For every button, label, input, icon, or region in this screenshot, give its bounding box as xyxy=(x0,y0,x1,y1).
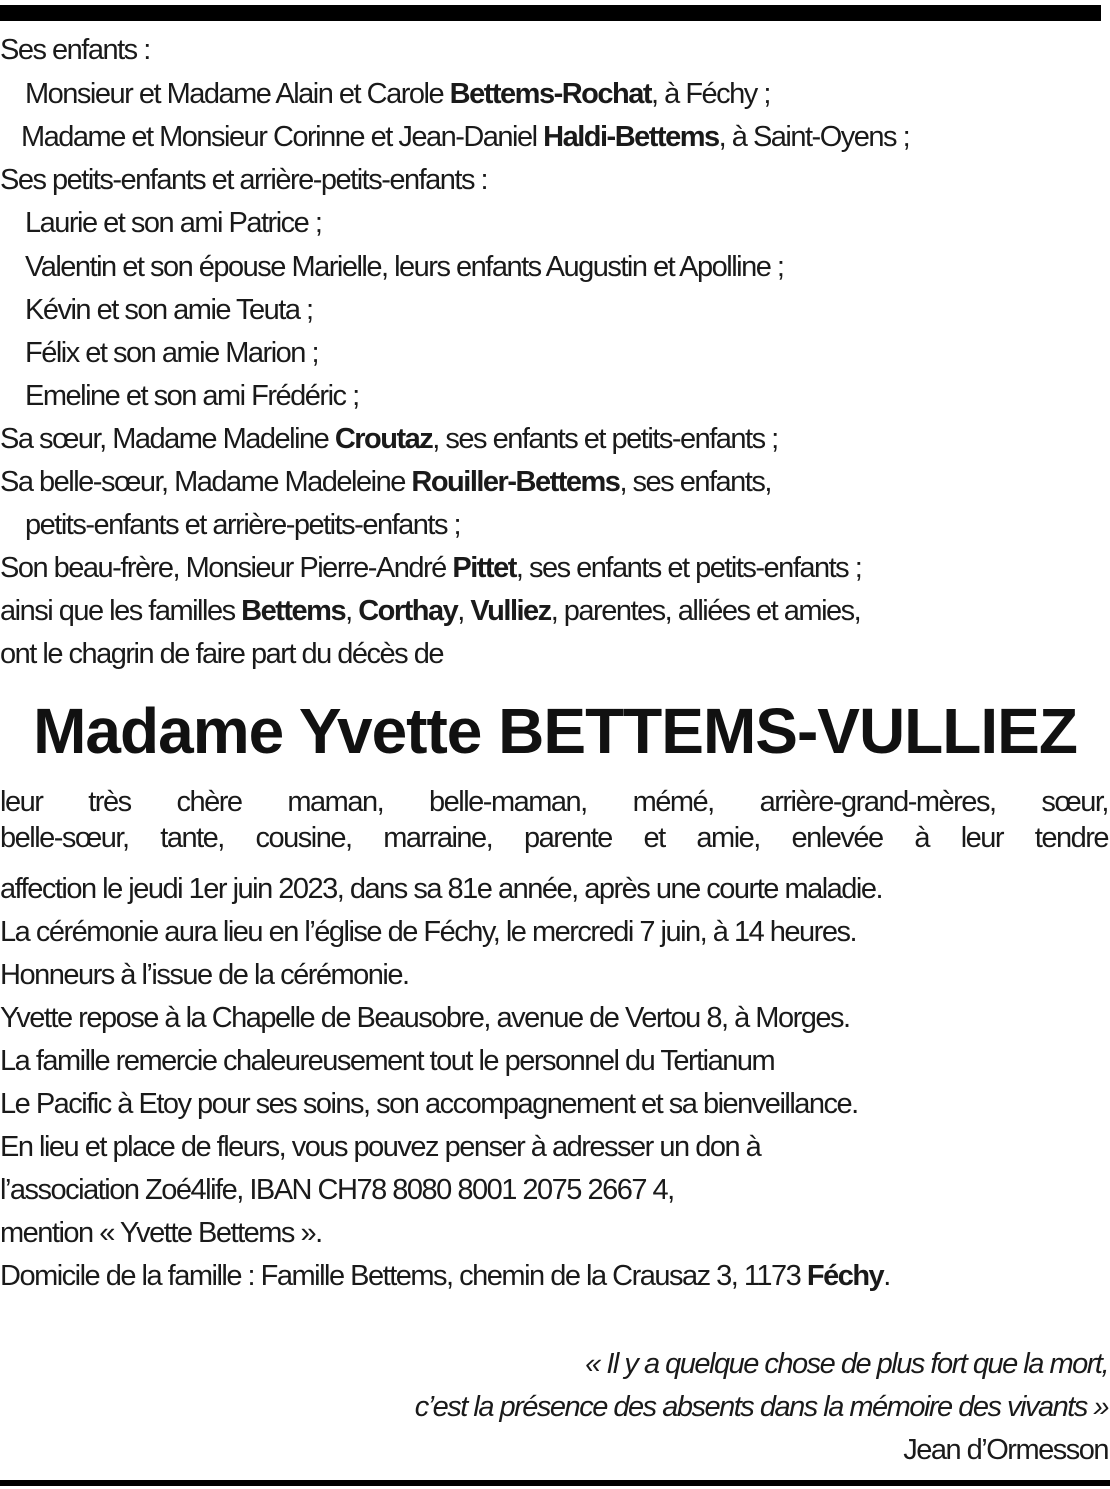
sister-in-law-continuation: petits-enfants et arrière-petits-enfants ; xyxy=(25,509,461,541)
thanks-line-2: Le Pacific à Etoy pour ses soins, son accompagnement et sa bienveillance. xyxy=(0,1088,858,1120)
child-line-1: Monsieur et Madame Alain et Carole Bettems-Rochat, à Féchy ; xyxy=(25,78,770,110)
tribute-line: belle-sœur, tante, cousine, marraine, parente et amie, enlevée à leur tendre xyxy=(0,822,1108,854)
sister-in-law-line: Sa belle-sœur, Madame Madeleine Rouiller-Bettems, ses enfants, xyxy=(0,466,771,498)
tribute-line: leur très chère maman, belle-maman, mémé, arrière-grand-mères, sœur, xyxy=(0,786,1108,818)
grandchildren-label: Ses petits-enfants et arrière-petits-enfants : xyxy=(0,164,488,196)
announcement-line: ont le chagrin de faire part du décès de xyxy=(0,638,443,670)
donation-line-1: En lieu et place de fleurs, vous pouvez penser à adresser un don à xyxy=(0,1131,761,1163)
grandchild-line: Laurie et son ami Patrice ; xyxy=(25,207,322,239)
grandchild-line: Kévin et son amie Teuta ; xyxy=(25,294,313,326)
rests-line: Yvette repose à la Chapelle de Beausobre, avenue de Vertou 8, à Morges. xyxy=(0,1002,850,1034)
sister-line: Sa sœur, Madame Madeline Croutaz, ses enfants et petits-enfants ; xyxy=(0,423,778,455)
thanks-line-1: La famille remercie chaleureusement tout le personnel du Tertianum xyxy=(0,1045,775,1077)
child-line-2: Madame et Monsieur Corinne et Jean-Daniel Haldi-Bettems, à Saint-Oyens ; xyxy=(21,121,910,153)
bottom-border-rule xyxy=(0,1480,1110,1486)
families-line: ainsi que les familles Bettems, Corthay, Vulliez, parentes, alliées et amies, xyxy=(0,595,861,627)
quote-line-1: « Il y a quelque chose de plus fort que la mort, xyxy=(585,1348,1108,1380)
top-border-rule xyxy=(0,5,1101,21)
donation-line-2: l’association Zoé4life, IBAN CH78 8080 8001 2075 2667 4, xyxy=(0,1174,674,1206)
tribute-line-3: affection le jeudi 1er juin 2023, dans sa 81e année, après une courte maladie. xyxy=(0,873,883,905)
grandchild-line: Emeline et son ami Frédéric ; xyxy=(25,380,359,412)
brother-in-law-line: Son beau-frère, Monsieur Pierre-André Pittet, ses enfants et petits-enfants ; xyxy=(0,552,862,584)
deceased-name: Madame Yvette BETTEMS-VULLIEZ xyxy=(33,695,1077,767)
quote-line-2: c’est la présence des absents dans la mémoire des vivants » xyxy=(414,1391,1108,1423)
children-label: Ses enfants : xyxy=(0,34,150,66)
quote-author: Jean d’Ormesson xyxy=(903,1434,1108,1466)
honours-line: Honneurs à l’issue de la cérémonie. xyxy=(0,959,409,991)
ceremony-line: La cérémonie aura lieu en l’église de Féchy, le mercredi 7 juin, à 14 heures. xyxy=(0,916,856,948)
grandchild-line: Félix et son amie Marion ; xyxy=(25,337,319,369)
tribute-paragraph xyxy=(0,784,1108,856)
domicile-line: Domicile de la famille : Famille Bettems, chemin de la Crausaz 3, 1173 Féchy. xyxy=(0,1260,890,1292)
donation-line-3: mention « Yvette Bettems ». xyxy=(0,1217,322,1249)
grandchild-line: Valentin et son épouse Marielle, leurs enfants Augustin et Apolline ; xyxy=(25,251,784,283)
